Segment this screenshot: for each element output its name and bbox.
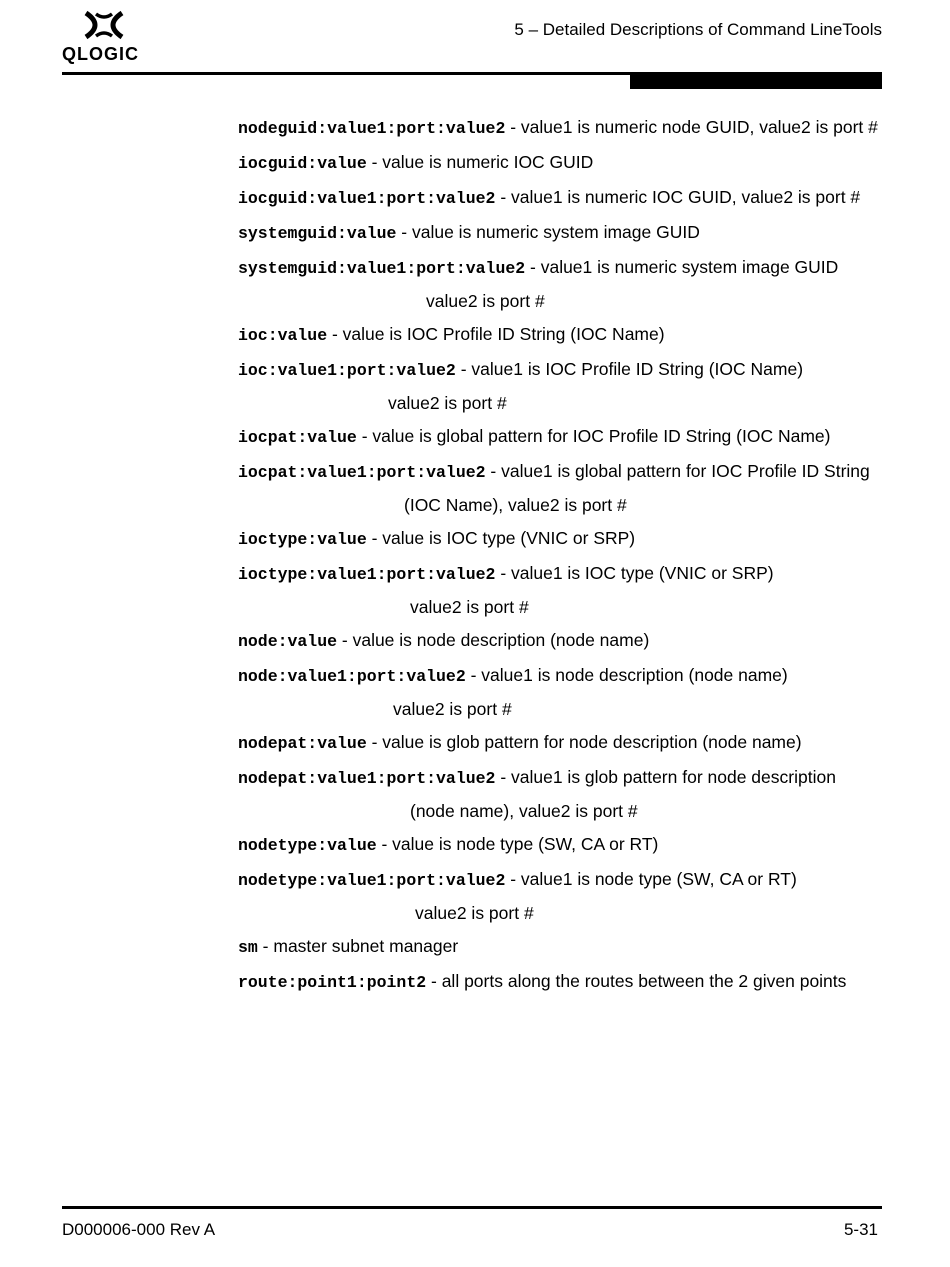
entry-description: - value is numeric IOC GUID	[366, 152, 594, 172]
entry-description: - value1 is numeric IOC GUID, value2 is port #	[495, 187, 861, 207]
command-syntax: route:point1:point2	[238, 973, 427, 992]
entry-description: - value1 is node description (node name)	[465, 665, 788, 685]
entry-description: - master subnet manager	[257, 936, 459, 956]
command-syntax: iocpat:value	[238, 428, 357, 447]
command-syntax: iocguid:value	[238, 154, 367, 173]
logo-text: QLOGIC	[62, 44, 139, 64]
definition-entry	[238, 935, 886, 959]
continuation-line: value2 is port #	[415, 903, 534, 923]
entry-description: - value1 is node type (SW, CA or RT)	[505, 869, 797, 889]
command-syntax: nodetype:value1:port:value2	[238, 871, 506, 890]
command-syntax: ioctype:value1:port:value2	[238, 565, 496, 584]
definition-entry	[238, 868, 886, 892]
definition-entry	[238, 970, 886, 994]
entry-description: - value is node description (node name)	[337, 630, 650, 650]
definition-entry	[238, 186, 886, 210]
command-syntax: ioctype:value	[238, 530, 367, 549]
command-syntax: systemguid:value1:port:value2	[238, 259, 526, 278]
header-bar	[630, 75, 882, 89]
continuation-line: (IOC Name), value2 is port #	[404, 495, 627, 515]
definition-entry	[238, 323, 886, 347]
command-syntax: sm	[238, 938, 258, 957]
continuation-line: value2 is port #	[410, 597, 529, 617]
entry-description: - value1 is IOC Profile ID String (IOC Name)	[455, 359, 804, 379]
entry-description: - value is numeric system image GUID	[396, 222, 700, 242]
entry-description: - value1 is glob pattern for node description	[495, 767, 836, 787]
entry-description: - value is glob pattern for node description (node name)	[366, 732, 802, 752]
entry-description: - value is IOC type (VNIC or SRP)	[366, 528, 636, 548]
entry-description: - value1 is numeric system image GUID	[525, 257, 839, 277]
continuation-line: value2 is port #	[388, 393, 507, 413]
definition-entry	[238, 425, 886, 449]
entry-description: - value1 is IOC type (VNIC or SRP)	[495, 563, 774, 583]
entry-description: - value1 is numeric node GUID, value2 is port #	[505, 117, 878, 137]
command-syntax: nodetype:value	[238, 836, 377, 855]
command-syntax: nodeguid:value1:port:value2	[238, 119, 506, 138]
entry-description: - value is IOC Profile ID String (IOC Name)	[327, 324, 665, 344]
definition-entry	[238, 358, 886, 382]
command-syntax: ioc:value	[238, 326, 328, 345]
definition-entry	[238, 629, 886, 653]
continuation-line: (node name), value2 is port #	[410, 801, 638, 821]
entry-description: - value1 is global pattern for IOC Profile ID String	[485, 461, 870, 481]
entry-description: - value is global pattern for IOC Profile ID String (IOC Name)	[356, 426, 831, 446]
definition-entry	[238, 562, 886, 586]
definition-entry	[238, 833, 886, 857]
entry-description: - all ports along the routes between the 2 given points	[426, 971, 847, 991]
command-syntax: systemguid:value	[238, 224, 397, 243]
footer-rule	[62, 1206, 882, 1209]
continuation-line: value2 is port #	[426, 291, 545, 311]
entry-description: - value is node type (SW, CA or RT)	[376, 834, 659, 854]
command-syntax: iocpat:value1:port:value2	[238, 463, 486, 482]
definition-entry	[238, 256, 886, 280]
definition-entry	[238, 116, 886, 140]
qlogic-logo	[62, 10, 152, 62]
definition-entry	[238, 527, 886, 551]
footer-page-number: 5-31	[843, 1220, 878, 1239]
definition-entry	[238, 151, 886, 175]
command-syntax: nodepat:value1:port:value2	[238, 769, 496, 788]
command-syntax: ioc:value1:port:value2	[238, 361, 456, 380]
qlogic-mark-icon	[82, 10, 126, 40]
footer-doc-id: D000006-000 Rev A	[62, 1220, 216, 1239]
definition-entry	[238, 731, 886, 755]
header-title: 5 – Detailed Descriptions of Command LineTools	[514, 20, 882, 39]
command-syntax: nodepat:value	[238, 734, 367, 753]
definition-entry	[238, 460, 886, 484]
command-syntax: node:value	[238, 632, 338, 651]
command-syntax: node:value1:port:value2	[238, 667, 466, 686]
continuation-line: value2 is port #	[393, 699, 512, 719]
definition-entry	[238, 221, 886, 245]
definition-entry	[238, 664, 886, 688]
command-syntax: iocguid:value1:port:value2	[238, 189, 496, 208]
definition-list	[238, 116, 886, 1005]
definition-entry	[238, 766, 886, 790]
